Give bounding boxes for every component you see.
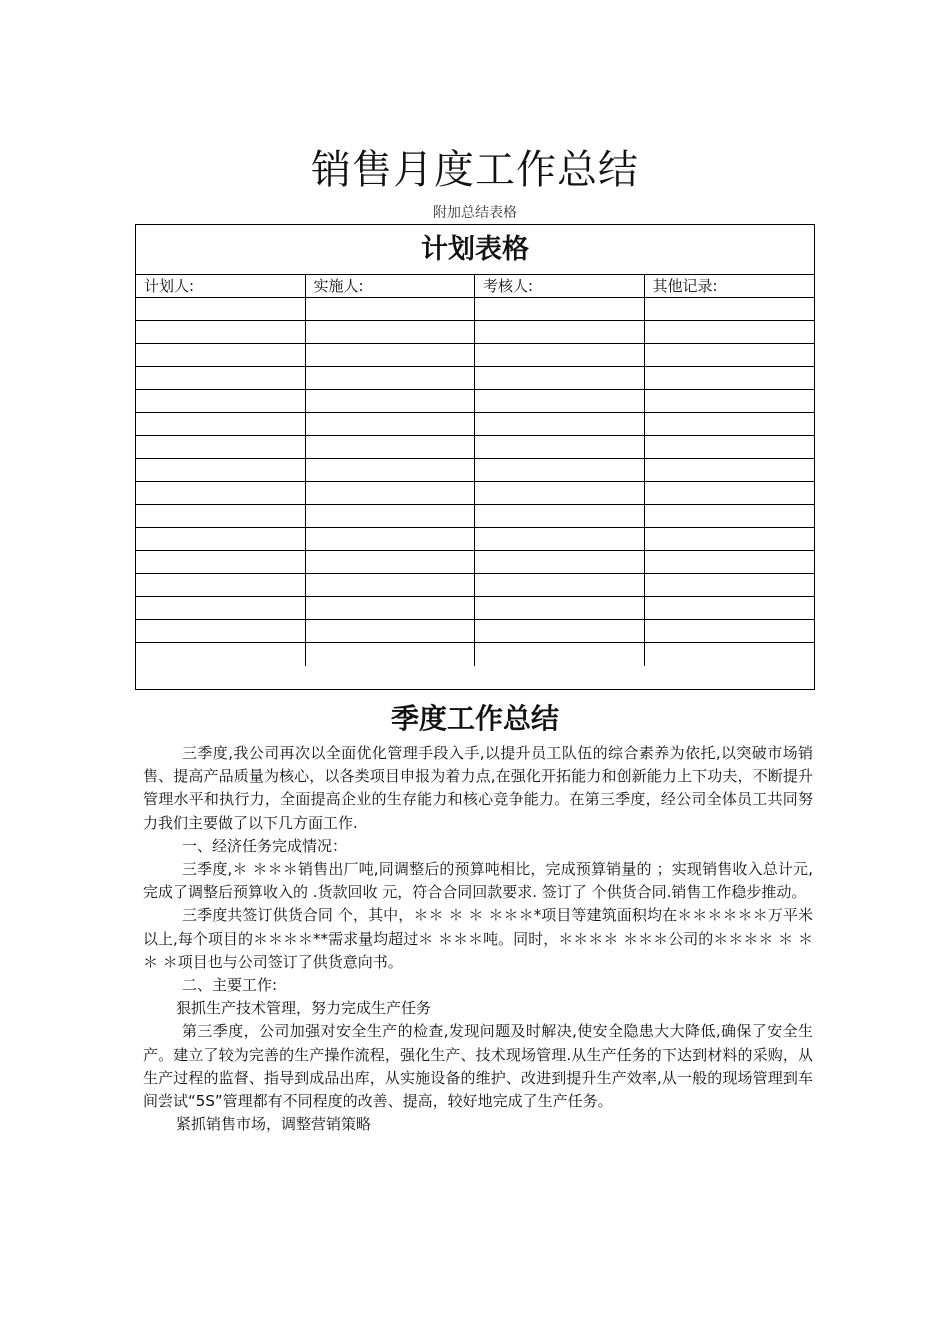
table-cell xyxy=(136,620,306,643)
table-cell xyxy=(306,436,476,459)
table-cell xyxy=(475,620,645,643)
header-reviewer: 考核人: xyxy=(475,275,645,298)
table-cell xyxy=(645,413,815,436)
summary-paragraph: 狠抓生产技术管理，努力完成生产任务 xyxy=(176,999,432,1018)
header-planner: 计划人: xyxy=(136,275,306,298)
table-cell xyxy=(136,367,306,390)
table-cell xyxy=(645,597,815,620)
table-cell xyxy=(645,367,815,390)
table-cell xyxy=(475,551,645,574)
table-cell xyxy=(475,367,645,390)
table-cell xyxy=(645,459,815,482)
summary-paragraph: 三季度共签订供货合同 个，其中，＊＊ ＊ ＊ ＊＊＊*项目等建筑面积均在＊＊＊＊＊＊万平米以上,每个项目的＊＊＊＊**需求量均超过＊ ＊＊＊吨。同时，＊＊＊＊ ＊＊＊公司的＊＊＊＊ ＊ ＊ ＊ ＊项目也与公司签订了供货意向书。 xyxy=(143,906,813,971)
table-cell xyxy=(306,459,476,482)
table-cell xyxy=(475,436,645,459)
table-cell xyxy=(136,597,306,620)
table-cell xyxy=(475,344,645,367)
table-cell xyxy=(136,551,306,574)
table-cell xyxy=(645,551,815,574)
table-cell xyxy=(645,344,815,367)
table-cell xyxy=(136,436,306,459)
summary-paragraph: 紧抓销售市场，调整营销策略 xyxy=(176,1115,372,1134)
table-cell xyxy=(306,597,476,620)
table-cell xyxy=(306,551,476,574)
table-cell xyxy=(306,321,476,344)
table-cell xyxy=(136,528,306,551)
plan-table-title: 计划表格 xyxy=(136,225,814,275)
document-title: 销售月度工作总结 xyxy=(311,147,639,193)
table-cell xyxy=(136,574,306,597)
table-cell xyxy=(306,298,476,321)
table-cell xyxy=(645,390,815,413)
table-cell xyxy=(475,390,645,413)
table-cell xyxy=(306,413,476,436)
table-cell xyxy=(306,620,476,643)
plan-table-grid xyxy=(136,275,814,666)
table-cell xyxy=(645,298,815,321)
table-cell xyxy=(136,298,306,321)
header-implementer: 实施人: xyxy=(306,275,476,298)
table-cell xyxy=(475,597,645,620)
table-cell xyxy=(136,482,306,505)
table-cell xyxy=(645,574,815,597)
table-cell xyxy=(645,482,815,505)
summary-paragraph: 二、主要工作: xyxy=(182,976,278,995)
table-cell xyxy=(136,321,306,344)
table-cell xyxy=(136,505,306,528)
table-cell xyxy=(136,643,306,666)
table-cell xyxy=(645,643,815,666)
table-cell xyxy=(306,574,476,597)
section-title: 季度工作总结 xyxy=(390,702,559,735)
table-cell xyxy=(306,344,476,367)
table-cell xyxy=(306,390,476,413)
table-cell xyxy=(306,482,476,505)
table-cell xyxy=(645,620,815,643)
table-cell xyxy=(306,643,476,666)
table-cell xyxy=(475,574,645,597)
table-cell xyxy=(136,390,306,413)
table-cell xyxy=(475,482,645,505)
table-cell xyxy=(475,321,645,344)
table-cell xyxy=(475,413,645,436)
table-cell xyxy=(306,367,476,390)
table-cell xyxy=(645,528,815,551)
header-other-notes: 其他记录: xyxy=(645,275,815,298)
summary-paragraph: 第三季度，公司加强对安全生产的检查,发现问题及时解决,使安全隐患大大降低,确保了安全生产。建立了较为完善的生产操作流程，强化生产、技术现场管理.从生产任务的下达到材料的采购，从生产过程的监督、指导到成品出库，从实施设备的维护、改进到提升生产效率,从一般的现场管理到车间尝试“5S”管理都有不同程度的改善、提高，较好地完成了生产任务。 xyxy=(143,1022,813,1111)
table-cell xyxy=(136,459,306,482)
table-cell xyxy=(136,413,306,436)
summary-body xyxy=(143,742,813,1136)
table-cell xyxy=(475,643,645,666)
summary-paragraph: 一、经济任务完成情况： xyxy=(182,836,348,855)
table-cell xyxy=(306,505,476,528)
table-cell xyxy=(475,505,645,528)
document-subtitle: 附加总结表格 xyxy=(433,205,517,221)
summary-paragraph: 三季度,＊ ＊＊＊销售出厂吨,同调整后的预算吨相比，完成预算销量的 ；实现销售收入总计元,完成了调整后预算收入的 .货款回收 元，符合合同回款要求. 签订了 个供货合同.销售工作稳步推动。 xyxy=(143,860,813,902)
table-cell xyxy=(645,321,815,344)
table-cell xyxy=(645,505,815,528)
table-cell xyxy=(475,298,645,321)
plan-table xyxy=(135,224,815,690)
table-cell xyxy=(475,459,645,482)
table-cell xyxy=(475,528,645,551)
table-cell xyxy=(136,344,306,367)
summary-paragraph: 三季度,我公司再次以全面优化管理手段入手,以提升员工队伍的综合素养为依托,以突破市场销售、提高产品质量为核心，以各类项目申报为着力点,在强化开拓能力和创新能力上下功夫，不断提升管理水平和执行力，全面提高企业的生存能力和核心竞争能力。在第三季度，经公司全体员工共同努力我们主要做了以下几方面工作. xyxy=(143,744,813,832)
table-cell xyxy=(306,528,476,551)
table-cell xyxy=(645,436,815,459)
